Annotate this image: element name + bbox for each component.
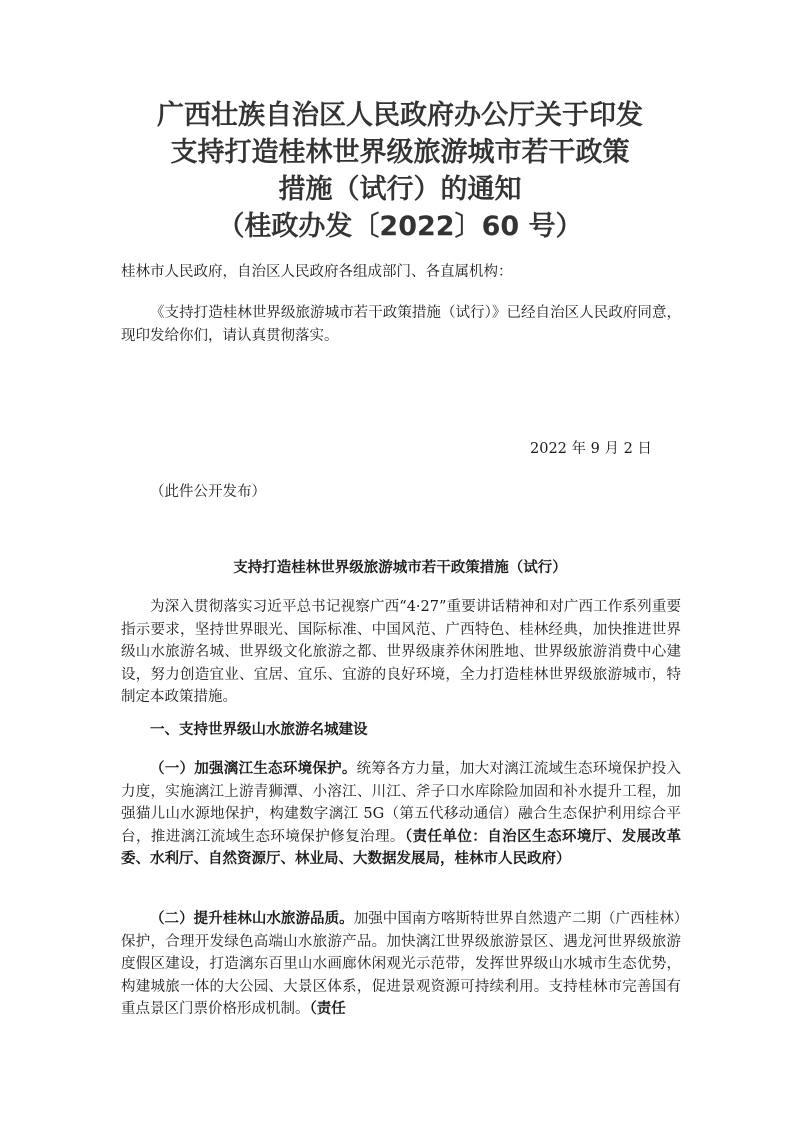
- item-2-body: 加强中国南方喀斯特世界自然遗产二期（广西桂林）保护，合理开发绿色高端山水旅游产品。加快漓江世界级旅游景区、遇龙河世界级旅游度假区建设，打造漓东百里山水画廊休闲观光示范带，发挥世界级山水城市生态优势，构建城旅一体的大公园、大景区体系，促进景观资源可持续利用。支持桂林市完善国有重点景区门票价格形成机制。: [121, 911, 682, 1017]
- policy-title: 支持打造桂林世界级旅游城市若干政策措施（试行）: [233, 560, 567, 576]
- item-2-heading: （二）提升桂林山水旅游品质。: [150, 911, 354, 927]
- title-line-1: 广西壮族自治区人民政府办公厅关于印发: [157, 100, 643, 131]
- item-1-body: 统筹各方力量，加大对漓江流域生态环境保护投入力度，实施漓江上游青狮潭、小溶江、川江、斧子口水库除险加固和补水提升工程，加强猫儿山水源地保护，构建数字漓江 5G（第五代移动通信）融合生态保护利用综合平台，推进漓江流域生态环境保护修复治理。: [121, 761, 682, 845]
- title-line-3: 措施（试行）的通知: [278, 174, 522, 205]
- item-2-responsibility: （责任: [309, 1001, 346, 1017]
- title-line-2: 支持打造桂林世界级旅游城市若干政策: [170, 137, 630, 168]
- item-2-paragraph: [121, 908, 681, 1021]
- issue-date: 2022 年 9 月 2 日: [530, 441, 652, 457]
- item-1-paragraph: [121, 758, 681, 871]
- intro-paragraph: 《支持打造桂林世界级旅游城市若干政策措施（试行）》已经自治区人民政府同意，现印发给你们，请认真贯彻落实。: [121, 305, 681, 344]
- preamble-paragraph: 为深入贯彻落实习近平总书记视察广西“4·27”重要讲话精神和对广西工作系列重要指示要求，坚持世界眼光、国际标准、中国风范、广西特色、桂林经典，加快推进世界级山水旅游名城、世界级文化旅游之都、世界级康养休闲胜地、世界级旅游消费中心建设，努力创造宜业、宜居、宜乐、宜游的良好环境，全力打造桂林世界级旅游城市，特制定本政策措施。: [121, 599, 681, 705]
- item-1-heading: （一）加强漓江生态环境保护。: [150, 761, 357, 777]
- disclosure-note: （此件公开发布）: [150, 484, 266, 500]
- item-1-responsibility: （责任单位：自治区生态环境厅、发展改革委、水利厅、自然资源厅、林业局、大数据发展局，桂林市人民政府）: [121, 828, 681, 867]
- title-line-4: （桂政办发〔2022〕60 号）: [217, 211, 583, 242]
- document-title: [0, 97, 800, 245]
- section-heading-1: 一、支持世界级山水旅游名城建设: [150, 722, 368, 738]
- addressee: 桂林市人民政府，自治区人民政府各组成部门、各直属机构：: [121, 264, 513, 280]
